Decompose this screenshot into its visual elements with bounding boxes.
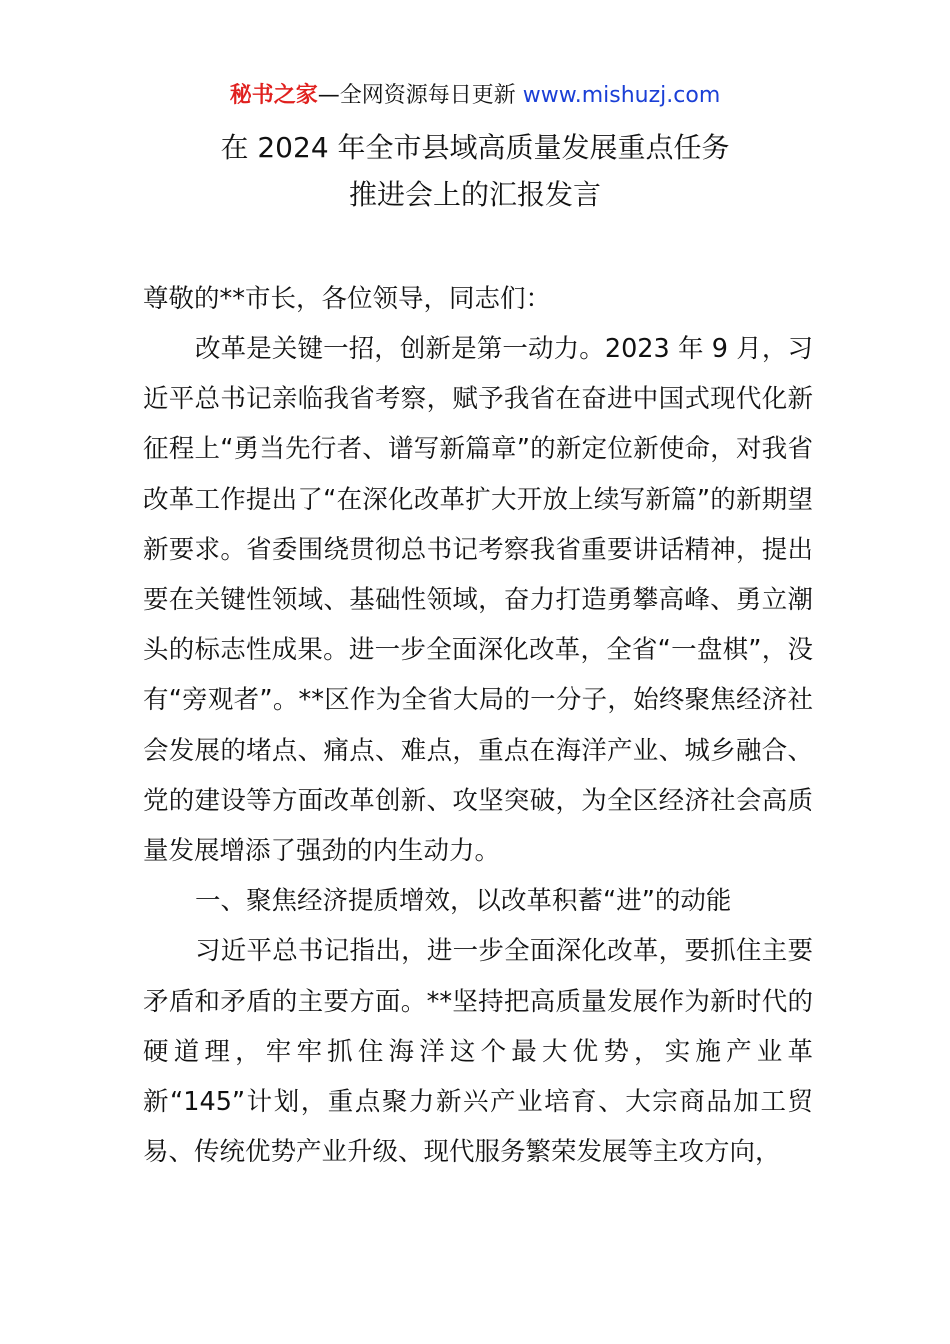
section-heading-1: 一、聚焦经济提质增效，以改革积蓄“进”的动能 <box>195 886 732 917</box>
brand-name: 秘书之家 <box>229 83 318 108</box>
salutation: 尊敬的**市长，各位领导，同志们： <box>143 284 552 314</box>
site-header <box>0 80 950 112</box>
document-body <box>143 324 813 1177</box>
paragraph-1: 改革是关键一招，创新是第一动力。2023 年 9 月，习近平总书记亲临我省考察，赋予我省在奋进中国式现代化新征程上“勇当先行者、谱写新篇章”的新定位新使命，对我省改革工作提出了“在深化改革扩大开放上续写新篇”的新期望新要求。省委围绕贯彻总书记考察我省重要讲话精神，提出要在关键性领域、基础性领域，奋力打造勇攀高峰、勇立潮头的标志性成果。进一步全面深化改革，全省“一盘棋”，没有“旁观者”。**区作为全省大局的一分子，始终聚焦经济社会发展的堵点、痛点、难点，重点在海洋产业、城乡融合、党的建设等方面改革创新、攻坚突破，为全区经济社会高质量发展增添了强劲的内生动力。 <box>143 334 813 867</box>
paragraph-2: 习近平总书记指出，进一步全面深化改革，要抓住主要矛盾和矛盾的主要方面。**坚持把高质量发展作为新时代的硬道理，牢牢抓住海洋这个最大优势，实施产业革新“145”计划，重点聚力新兴产业培育、大宗商品加工贸易、传统优势产业升级、现代服务繁荣发展等主攻方向， <box>143 936 813 1168</box>
site-link[interactable]: www.mishuzj.com <box>522 83 721 108</box>
header-tagline: —全网资源每日更新 <box>317 83 523 108</box>
document-title-line-2: 推进会上的汇报发言 <box>348 178 601 211</box>
document-title-line-1: 在 2024 年全市县域高质量发展重点任务 <box>220 131 730 164</box>
